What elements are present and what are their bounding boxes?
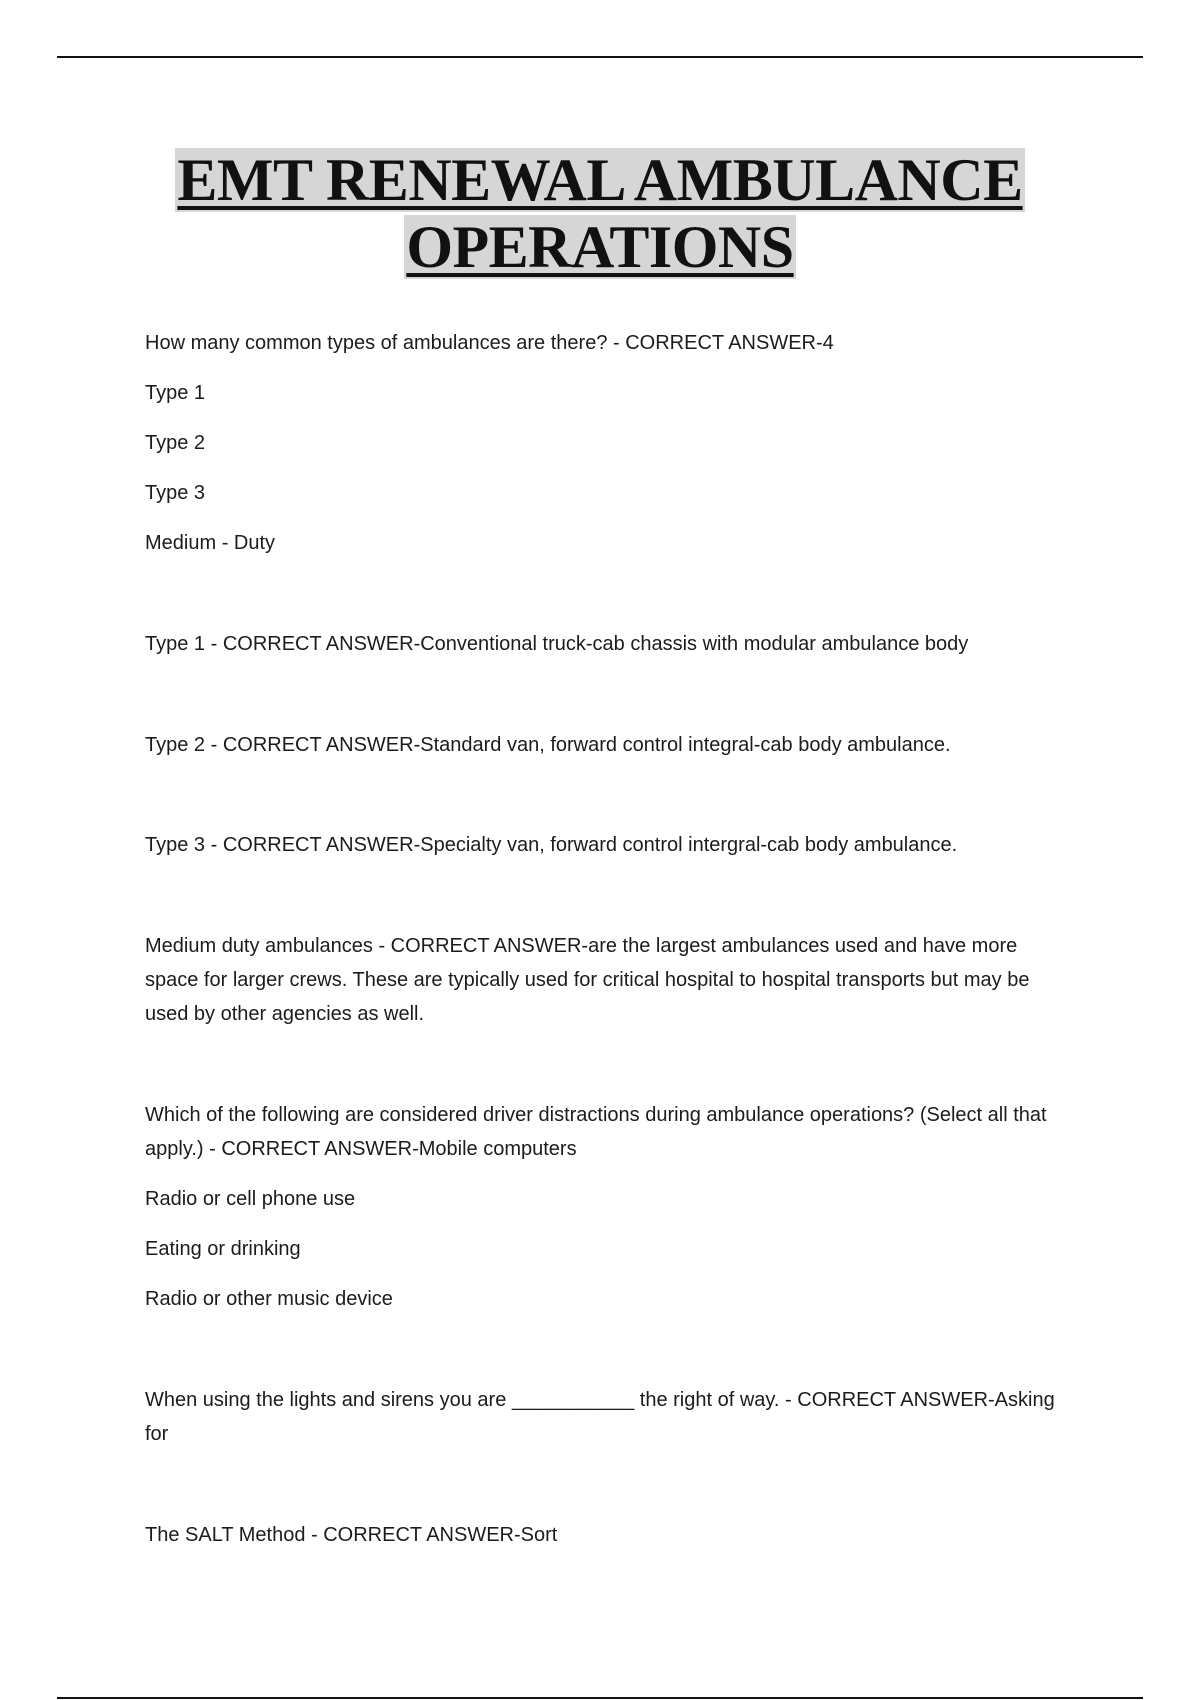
- title-line-2: OPERATIONS: [406, 214, 794, 280]
- question-type-3: Type 3 - CORRECT ANSWER-Specialty van, forward control intergral-cab body ambulance.: [145, 834, 958, 856]
- list-item: Type 2: [145, 432, 206, 454]
- list-item: Radio or cell phone use: [145, 1188, 356, 1210]
- header-rule: [57, 56, 1143, 58]
- question-driver-distractions: Which of the following are considered driver distractions during ambulance operations? (Select all that apply.) - CORRECT ANSWER-Mobile computers: [145, 1104, 1047, 1160]
- footer-rule: [57, 1697, 1143, 1699]
- list-item: Type 3: [145, 482, 206, 504]
- list-item: Eating or drinking: [145, 1238, 301, 1260]
- question-lights-sirens: When using the lights and sirens you are ___________ the right of way. - CORRECT ANSWER-Asking for: [145, 1389, 1055, 1445]
- question-ambulance-types: How many common types of ambulances are there? - CORRECT ANSWER-4: [145, 332, 834, 354]
- list-item: Type 1: [145, 382, 206, 404]
- list-item: Radio or other music device: [145, 1288, 393, 1310]
- list-item: Medium - Duty: [145, 532, 276, 554]
- title-line-1: EMT RENEWAL AMBULANCE: [177, 147, 1023, 213]
- question-type-2: Type 2 - CORRECT ANSWER-Standard van, forward control integral-cab body ambulance.: [145, 734, 951, 756]
- question-medium-duty: Medium duty ambulances - CORRECT ANSWER-are the largest ambulances used and have more space for larger crews. These are typically used for critical hospital to hospital transports but may be used by other agencies as well.: [145, 935, 1030, 1025]
- question-type-1: Type 1 - CORRECT ANSWER-Conventional truck-cab chassis with modular ambulance body: [145, 633, 969, 655]
- question-salt-method: The SALT Method - CORRECT ANSWER-Sort: [145, 1524, 558, 1546]
- document-title: [0, 148, 1200, 282]
